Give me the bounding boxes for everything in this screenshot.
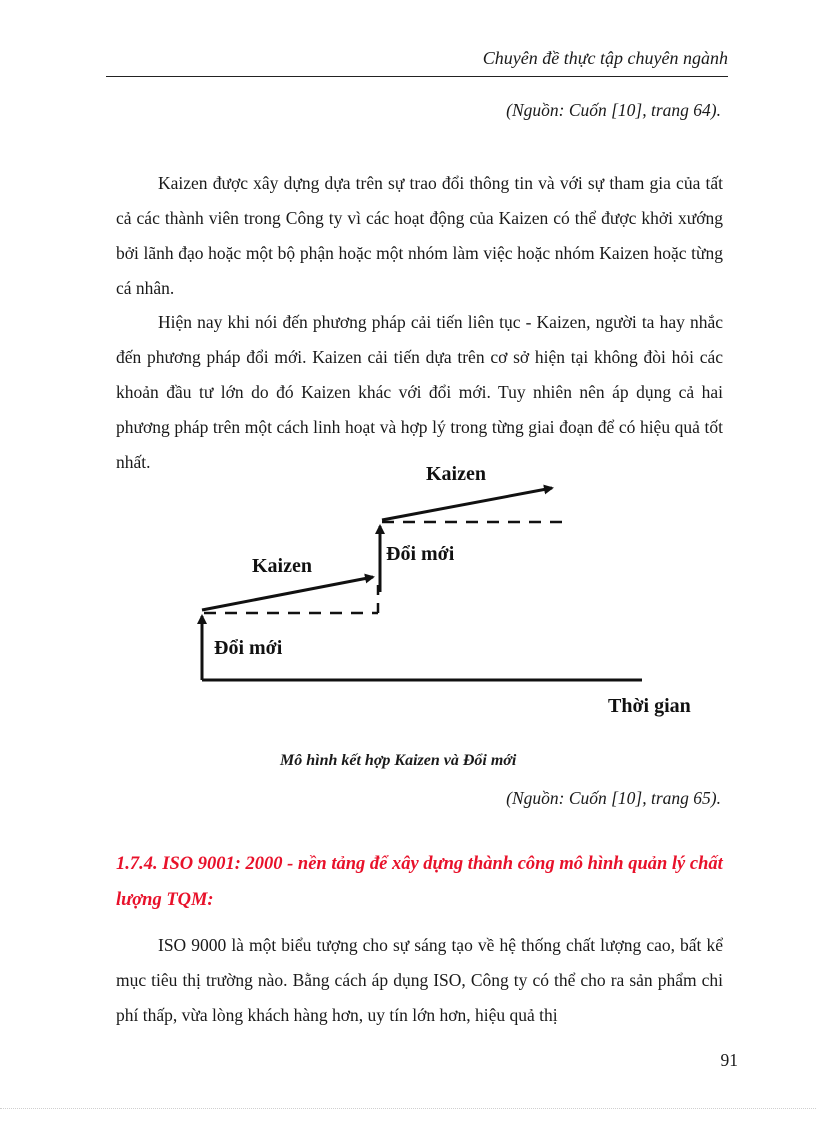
paragraph-kaizen-innovation: Hiện nay khi nói đến phương pháp cải tiến liên tục - Kaizen, người ta hay nhắc đến phương pháp đổi mới. Kaizen cải tiến dựa trên cơ sở hiện tại không đòi hỏi các khoản đầu tư lớn do đó Kaizen khác với đổi mới. Tuy nhiên nên áp dụng cả hai phương pháp trên một cách linh hoạt và hợp lý trong từng giai đoạn để có hiệu quả tốt nhất. [116,312,723,472]
figure-caption: Mô hình kết hợp Kaizen và Đổi mới [280,752,517,769]
kaizen-innovation-diagram [190,450,710,720]
kaizen-arrow-upper [382,488,552,520]
running-header: Chuyên đề thực tập chuyên ngành [482,48,728,68]
source-citation-bottom: (Nguồn: Cuốn [10], trang 65). [506,788,721,808]
section-heading: 1.7.4. ISO 9001: 2000 - nền tảng để xây dựng thành công mô hình quản lý chất lượng TQM: [116,854,723,910]
label-kaizen-mid: Kaizen [252,555,312,577]
label-innovation-upper: Đổi mới [386,543,455,565]
page-number: 91 [720,1050,738,1070]
label-time-axis: Thời gian [608,695,691,717]
kaizen-arrow-lower [202,577,373,610]
source-citation-top: (Nguồn: Cuốn [10], trang 64). [506,100,721,120]
label-innovation-lower: Đổi mới [214,637,283,659]
page-bottom-border [0,1108,816,1109]
paragraph-kaizen-intro: Kaizen được xây dựng dựa trên sự trao đổi thông tin và với sự tham gia của tất cả các thành viên trong Công ty vì các hoạt động của Kaizen có thể được khởi xướng bởi lãnh đạo hoặc một bộ phận hoặc một nhóm làm việc hoặc nhóm Kaizen hoặc từng cá nhân. [116,173,723,298]
label-kaizen-top: Kaizen [426,463,486,485]
header-divider [106,76,728,77]
paragraph-iso: ISO 9000 là một biểu tượng cho sự sáng tạo về hệ thống chất lượng cao, bất kể mục tiêu thị trường nào. Bằng cách áp dụng ISO, Công ty có thể cho ra sản phẩm chi phí thấp, vừa lòng khách hàng hơn, uy tín lớn hơn, hiệu quả thị [116,935,723,1025]
